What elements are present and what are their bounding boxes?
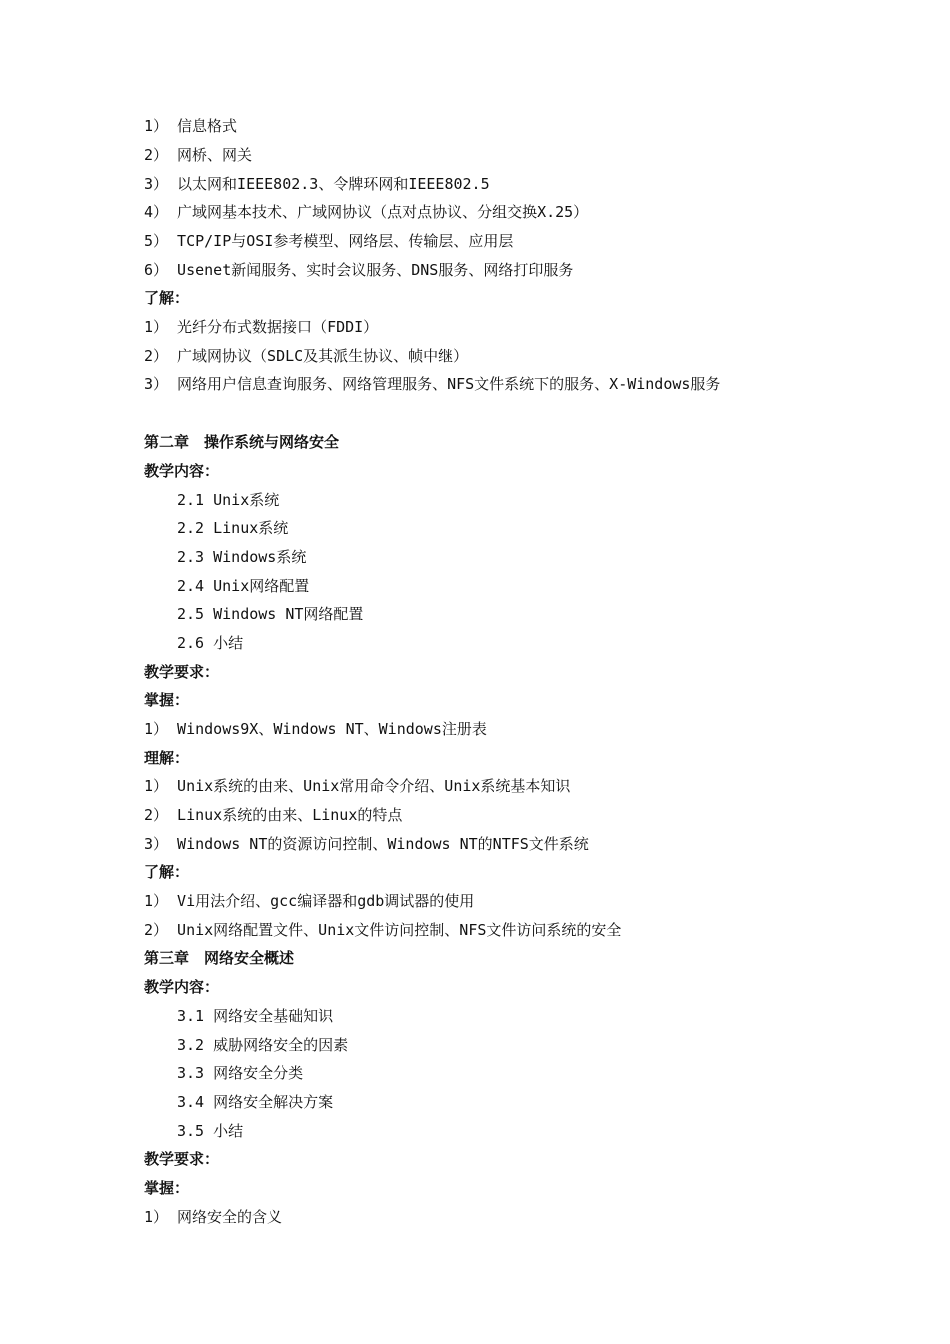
section-heading-comprehend: 理解： [144, 749, 190, 767]
list-item-unix-origin: 1） Unix系统的由来、Unix常用命令介绍、Unix系统基本知识 [144, 777, 571, 795]
list-item-windows-registry: 1） Windows9X、Windows NT、Windows注册表 [144, 720, 487, 738]
list-item-tcpip: 5） TCP/IP与OSI参考模型、网络层、传输层、应用层 [144, 232, 514, 250]
list-item-linux-origin: 2） Linux系统的由来、Linux的特点 [144, 806, 403, 824]
chapter-title-2: 第二章 操作系统与网络安全 [144, 433, 340, 451]
toc-item-3-3: 3.3 网络安全分类 [177, 1064, 304, 1082]
toc-item-2-4: 2.4 Unix网络配置 [177, 577, 310, 595]
list-item-security-meaning: 1） 网络安全的含义 [144, 1208, 283, 1226]
list-item-format: 1） 信息格式 [144, 117, 238, 135]
toc-item-3-2: 3.2 威胁网络安全的因素 [177, 1036, 349, 1054]
list-item-sdlc: 2） 广域网协议（SDLC及其派生协议、帧中继） [144, 347, 469, 365]
section-heading-requirements-3: 教学要求： [144, 1150, 220, 1168]
chapter-title-3: 第三章 网络安全概述 [144, 949, 295, 967]
section-heading-master-3: 掌握： [144, 1179, 190, 1197]
section-heading-content: 教学内容： [144, 462, 220, 480]
section-heading-master: 掌握： [144, 691, 190, 709]
section-heading-understand: 了解： [144, 289, 190, 307]
toc-item-3-1: 3.1 网络安全基础知识 [177, 1007, 334, 1025]
list-item-ethernet: 3） 以太网和IEEE802.3、令牌环网和IEEE802.5 [144, 175, 490, 193]
toc-item-3-5: 3.5 小结 [177, 1122, 244, 1140]
list-item-network-services: 3） 网络用户信息查询服务、网络管理服务、NFS文件系统下的服务、X-Windows服务 [144, 375, 721, 393]
section-heading-content-3: 教学内容： [144, 978, 220, 996]
list-item-bridge-gateway: 2） 网桥、网关 [144, 146, 253, 164]
list-item-windows-nt: 3） Windows NT的资源访问控制、Windows NT的NTFS文件系统 [144, 835, 589, 853]
list-item-usenet: 6） Usenet新闻服务、实时会议服务、DNS服务、网络打印服务 [144, 261, 574, 279]
section-heading-understand-2: 了解： [144, 863, 190, 881]
toc-item-2-2: 2.2 Linux系统 [177, 519, 289, 537]
toc-item-2-5: 2.5 Windows NT网络配置 [177, 605, 364, 623]
toc-item-3-4: 3.4 网络安全解决方案 [177, 1093, 334, 1111]
toc-item-2-1: 2.1 Unix系统 [177, 491, 280, 509]
list-item-unix-config: 2） Unix网络配置文件、Unix文件访问控制、NFS文件访问系统的安全 [144, 921, 622, 939]
toc-item-2-6: 2.6 小结 [177, 634, 244, 652]
list-item-fddi: 1） 光纤分布式数据接口（FDDI） [144, 318, 379, 336]
list-item-wan: 4） 广域网基本技术、广域网协议（点对点协议、分组交换X.25） [144, 203, 589, 221]
list-item-vi-gcc: 1） Vi用法介绍、gcc编译器和gdb调试器的使用 [144, 892, 475, 910]
toc-item-2-3: 2.3 Windows系统 [177, 548, 307, 566]
section-heading-requirements: 教学要求： [144, 663, 220, 681]
